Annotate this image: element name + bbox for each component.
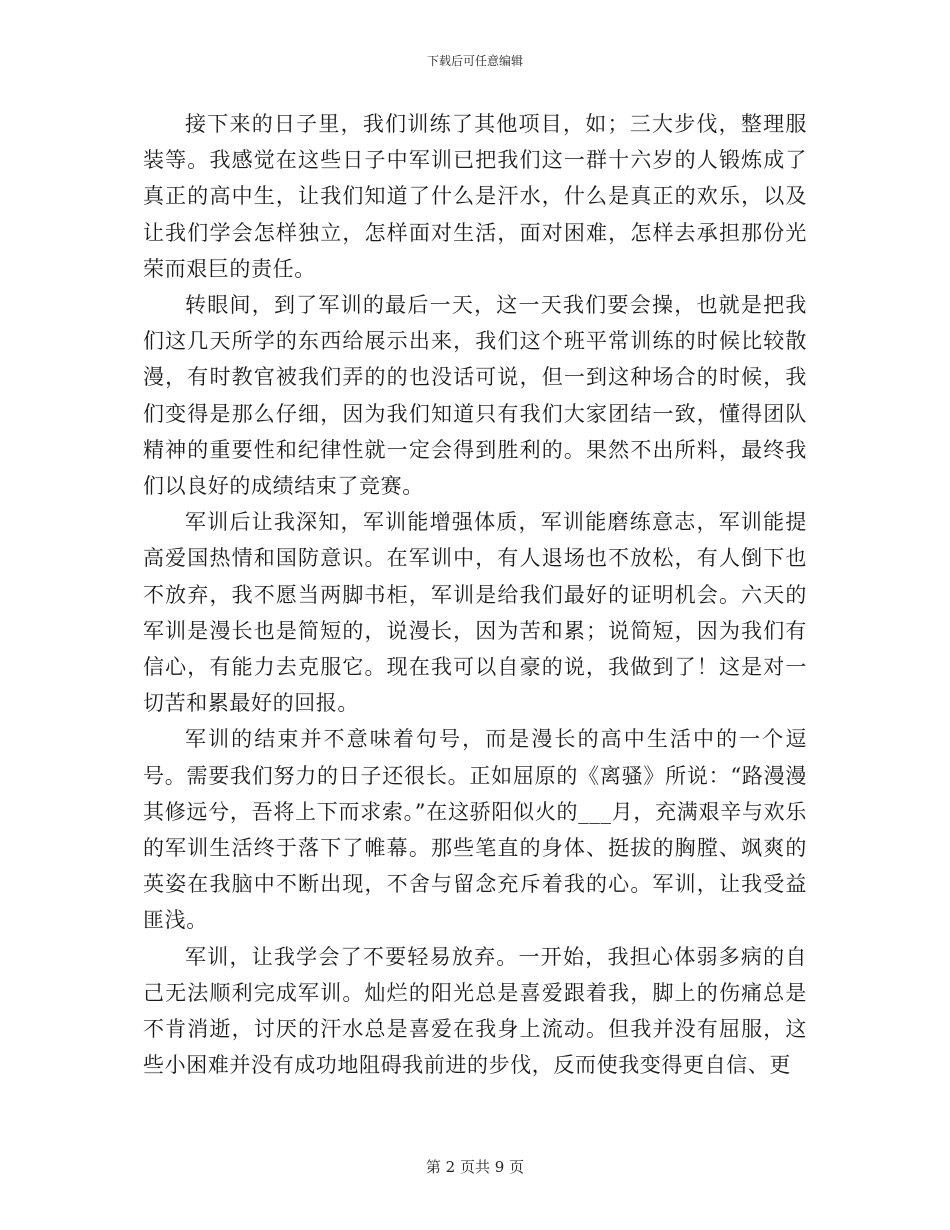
paragraph: 军训的结束并不意味着句号，而是漫长的高中生活中的一个逗号。需要我们努力的日子还很长。正如屈原的《离骚》所说：“路漫漫其修远兮，吾将上下而求索。”在这骄阳似火的___月，充满艰辛与欢乐的军训生活终于落下了帷幕。那些笔直的身体、挺拔的胸膛、飒爽的英姿在我脑中不断出现，不舍与留念充斥着我的心。军训，让我受益匪浅。 xyxy=(143,727,807,933)
paragraph: 接下来的日子里，我们训练了其他项目，如；三大步伐，整理服装等。我感觉在这些日子中军训已把我们这一群十六岁的人锻炼成了真正的高中生，让我们知道了什么是汗水，什么是真正的欢乐，以及让我们学会怎样独立，怎样面对生活，面对困难，怎样去承担那份光荣而艰巨的责任。 xyxy=(143,112,807,281)
paragraph: 转眼间，到了军训的最后一天，这一天我们要会操，也就是把我们这几天所学的东西给展示出来，我们这个班平常训练的时候比较散漫，有时教官被我们弄的的也没话可说，但一到这种场合的时候，我们变得是那么仔细，因为我们知道只有我们大家团结一致，懂得团队精神的重要性和纪律性就一定会得到胜利的。果然不出所料，最终我们以良好的成绩结束了竞赛。 xyxy=(143,293,807,499)
page-header: 下载后可任意编辑 xyxy=(426,54,523,68)
paragraph: 军训后让我深知，军训能增强体质，军训能磨练意志，军训能提高爱国热情和国防意识。在军训中，有人退场也不放松，有人倒下也不放弃，我不愿当两脚书柜，军训是给我们最好的证明机会。六天的军训是漫长也是简短的，说漫长，因为苦和累；说简短，因为我们有信心，有能力去克服它。现在我可以自豪的说，我做到了！这是对一切苦和累最好的回报。 xyxy=(143,510,807,716)
document-body xyxy=(143,106,807,1083)
page-footer: 第 2 页共 9 页 xyxy=(425,1158,525,1176)
paragraph: 军训，让我学会了不要轻易放弃。一开始，我担心体弱多病的自己无法顺利完成军训。灿烂的阳光总是喜爱跟着我，脚上的伤痛总是不肯消逝，讨厌的汗水总是喜爱在我身上流动。但我并没有屈服，这些小困难并没有成功地阻碍我前进的步伐，反而使我变得更自信、更 xyxy=(143,944,807,1078)
